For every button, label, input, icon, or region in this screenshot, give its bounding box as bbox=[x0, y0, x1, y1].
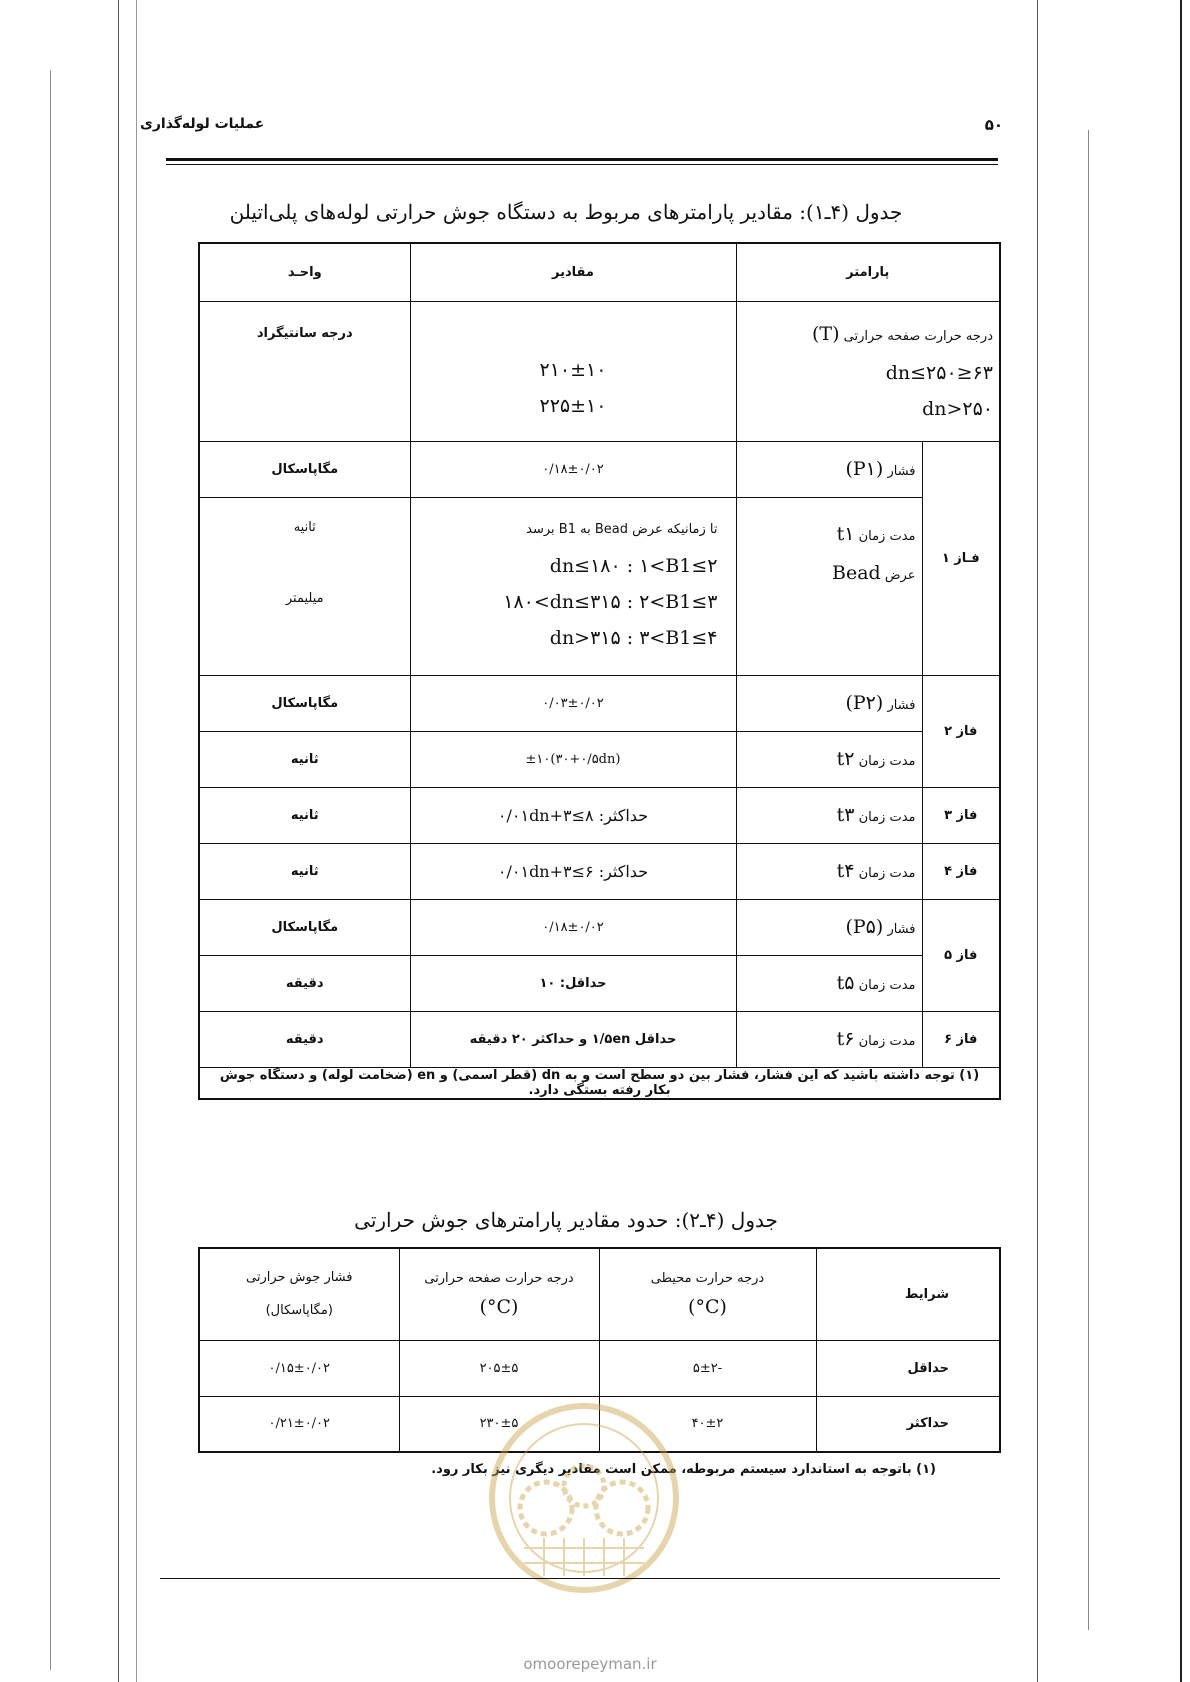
t2-header-cond: شرایط bbox=[816, 1248, 1000, 1340]
table2 bbox=[198, 1247, 1001, 1453]
header-param: پارامتر bbox=[736, 243, 1000, 301]
phase1-time-symbol: t۱ bbox=[836, 522, 855, 545]
phase6-value: حداقل ۱/۵en و حداکثر ۲۰ دقیقه bbox=[410, 1011, 736, 1067]
t2-header-ambient-unit: (C°) bbox=[688, 1295, 727, 1318]
phase3-time-label: مدت زمان bbox=[858, 810, 916, 825]
phase4-label: فاز ۴ bbox=[922, 843, 1000, 899]
phase1-time-unit: ثانیه bbox=[293, 519, 316, 535]
row-plate-temperature bbox=[199, 301, 1000, 441]
phase6-time-symbol: t۶ bbox=[836, 1028, 855, 1050]
t2-header-ambient: درجه حرارت محیطی bbox=[650, 1270, 765, 1286]
phase2-time-unit: ثانیه bbox=[199, 731, 410, 787]
running-header-title: عملیات لوله‌گذاری bbox=[140, 116, 265, 132]
t2-cond: حداقل bbox=[816, 1340, 1000, 1396]
header-values: مقادیر bbox=[410, 243, 736, 301]
plate-temp-unit: درجه سانتیگراد bbox=[199, 301, 410, 441]
table2-footnote: (۱) باتوجه به استاندارد سیستم مربوطه، ممکن است مقادیر دیگری نیز بکار رود. bbox=[431, 1462, 936, 1477]
table1-note-row bbox=[199, 1067, 1000, 1099]
phase5-time-unit: دقیقه bbox=[199, 955, 410, 1011]
t2-header-pressure-unit: (مگاپاسکال) bbox=[265, 1303, 333, 1319]
plate-temp-value-2: ۲۲۵±۱۰ bbox=[539, 394, 607, 417]
phase5-pressure-unit: مگاپاسکال bbox=[199, 899, 410, 955]
phase1-pressure-symbol: (P۱) bbox=[845, 458, 884, 480]
phase5-label: فاز ۵ bbox=[922, 899, 1000, 1011]
t2-ambient: -۵±۲ bbox=[599, 1340, 816, 1396]
t2-pressure: ۰/۲۱±۰/۰۲ bbox=[199, 1396, 399, 1452]
t2-pressure: ۰/۱۵±۰/۰۲ bbox=[199, 1340, 399, 1396]
phase1-bead-range-1: dn≤۱۸۰ : ۱<B1≤۲ bbox=[549, 554, 718, 577]
phase6-row bbox=[199, 1011, 1000, 1067]
phase2-pressure-value: ۰/۰۳±۰/۰۲ bbox=[410, 675, 736, 731]
t2-header-plate-unit: (C°) bbox=[479, 1295, 519, 1318]
table1-header-row bbox=[199, 243, 1000, 301]
table2-row bbox=[199, 1340, 1000, 1396]
t2-plate: ۲۳۰±۵ bbox=[399, 1396, 599, 1452]
scan-margin-line bbox=[136, 0, 137, 1682]
phase4-row bbox=[199, 843, 1000, 899]
phase1-pressure-value: ۰/۱۸±۰/۰۲ bbox=[410, 441, 736, 497]
phase1-bead-intro: تا زمانیکه عرض Bead به B1 برسد bbox=[526, 521, 718, 537]
t2-header-pressure: فشار جوش حرارتی bbox=[246, 1270, 353, 1286]
table2-caption: جدول (۴ـ۲): حدود مقادیر پارامترهای جوش حرارتی bbox=[354, 1208, 778, 1232]
phase5-pressure-label: فشار bbox=[887, 922, 916, 937]
page-number: ۵۰ bbox=[984, 116, 1003, 134]
phase4-time-label: مدت زمان bbox=[858, 866, 916, 881]
phase1-bead-label: عرض bbox=[884, 567, 916, 583]
t2-header-plate: درجه حرارت صفحه حرارتی bbox=[424, 1270, 574, 1286]
phase4-value: حداکثر: ۶≥۳+۰/۰۱dn bbox=[410, 843, 736, 899]
phase6-time-label: مدت زمان bbox=[858, 1034, 916, 1049]
phase5-pressure-value: ۰/۱۸±۰/۰۲ bbox=[410, 899, 736, 955]
t2-plate: ۲۰۵±۵ bbox=[399, 1340, 599, 1396]
header-unit: واحـد bbox=[199, 243, 410, 301]
scan-margin-line bbox=[118, 0, 119, 1682]
phase4-time-symbol: t۴ bbox=[836, 860, 855, 882]
phase1-pressure-label: فشار bbox=[887, 464, 916, 479]
phase5-pressure-row bbox=[199, 899, 1000, 955]
phase6-label: فاز ۶ bbox=[922, 1011, 1000, 1067]
phase2-time-row bbox=[199, 731, 1000, 787]
phase1-label: فـاز ۱ bbox=[922, 441, 1000, 675]
phase2-pressure-symbol: (P۲) bbox=[845, 692, 884, 714]
plate-temp-symbol: (T) bbox=[811, 322, 840, 345]
scan-margin-line bbox=[1037, 0, 1038, 1682]
table2-row bbox=[199, 1396, 1000, 1452]
phase1-pressure-row bbox=[199, 441, 1000, 497]
phase3-unit: ثانیه bbox=[199, 787, 410, 843]
phase2-time-symbol: t۲ bbox=[836, 748, 855, 770]
phase2-pressure-label: فشار bbox=[887, 698, 916, 713]
footer-rule bbox=[160, 1578, 1000, 1579]
plate-temp-label: درجه حرارت صفحه حرارتی bbox=[843, 328, 993, 344]
phase2-label: فاز ۲ bbox=[922, 675, 1000, 787]
watermark-url: omoorepeyman.ir bbox=[523, 1655, 657, 1673]
header-rule-thin bbox=[166, 164, 998, 165]
scan-margin-line bbox=[1088, 130, 1089, 1630]
plate-temp-value-1: ۲۱۰±۱۰ bbox=[539, 358, 607, 381]
phase4-unit: ثانیه bbox=[199, 843, 410, 899]
phase5-pressure-symbol: (P۵) bbox=[845, 916, 884, 938]
phase5-time-symbol: t۵ bbox=[836, 972, 855, 994]
phase2-time-label: مدت زمان bbox=[858, 754, 916, 769]
t2-ambient: ۴۰±۲ bbox=[599, 1396, 816, 1452]
phase3-time-symbol: t۳ bbox=[836, 804, 855, 826]
t2-cond: حداکثر bbox=[816, 1396, 1000, 1452]
phase5-time-row bbox=[199, 955, 1000, 1011]
phase1-time-label: مدت زمان bbox=[858, 528, 916, 544]
phase6-unit: دقیقه bbox=[199, 1011, 410, 1067]
header-rule bbox=[166, 158, 998, 161]
phase3-row bbox=[199, 787, 1000, 843]
phase3-label: فاز ۳ bbox=[922, 787, 1000, 843]
phase1-bead-unit: میلیمتر bbox=[285, 590, 324, 606]
phase5-time-label: مدت زمان bbox=[858, 978, 916, 993]
phase2-pressure-unit: مگاپاسکال bbox=[199, 675, 410, 731]
phase1-bead-symbol: Bead bbox=[832, 561, 881, 584]
table1-caption: جدول (۴ـ۱): مقادیر پارامترهای مربوط به دستگاه جوش حرارتی لوله‌های پلی‌اتیلن bbox=[229, 200, 903, 224]
table2-header-row bbox=[199, 1248, 1000, 1340]
table1-note: (۱) توجه داشته باشید که این فشار، فشار بین دو سطح است و به dn (قطر اسمی) و en (ضخامت لوله) و دستگاه جوش بکار رفته بستگی دارد. bbox=[199, 1067, 1000, 1099]
phase5-time-value: حداقل: ۱۰ bbox=[410, 955, 736, 1011]
scan-margin-line bbox=[50, 70, 51, 1670]
phase2-pressure-row bbox=[199, 675, 1000, 731]
scan-margin-line bbox=[1180, 0, 1182, 1682]
condition-dn-range: ۶۳≤dn≤۲۵۰ bbox=[885, 361, 993, 384]
phase1-time-bead-row bbox=[199, 497, 1000, 675]
phase2-time-value: (۳۰+۰/۵dn)±۱۰ bbox=[410, 731, 736, 787]
phase3-value: حداکثر: ۸≥۳+۰/۰۱dn bbox=[410, 787, 736, 843]
condition-dn-over: dn>۲۵۰ bbox=[922, 397, 993, 420]
table1 bbox=[198, 242, 1001, 1100]
phase1-bead-range-3: dn>۳۱۵ : ۳<B1≤۴ bbox=[549, 626, 718, 649]
phase1-pressure-unit: مگاپاسکال bbox=[199, 441, 410, 497]
phase1-bead-range-2: ۱۸۰<dn≤۳۱۵ : ۲<B1≤۳ bbox=[503, 590, 718, 613]
